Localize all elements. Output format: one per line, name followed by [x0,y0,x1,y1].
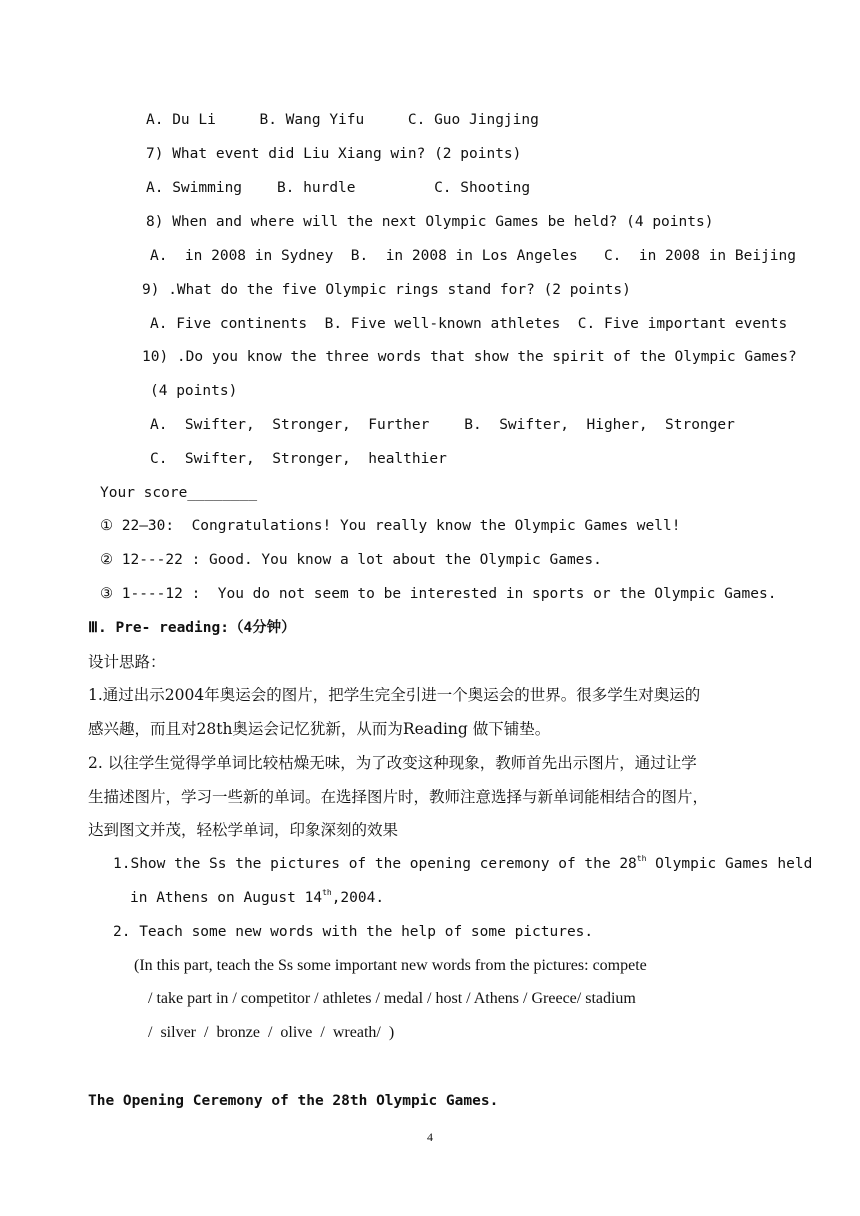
step-1-text-c: in Athens on August 14 [130,890,323,906]
design-idea-1-line-1: 1.通过出示2004年奥运会的图片，把学生完全引进一个奥运会的世界。很多学生对奥运的 [88,686,701,704]
quiz-q10-option-c: C. Swifter, Stronger, healthier [150,451,447,467]
note-line-3: / silver / bronze / olive / wreath/ ) [148,1024,395,1041]
design-idea-2-line-2: 生描述图片，学习一些新的单词。在选择图片时，教师注意选择与新单词能相结合的图片， [88,788,709,806]
page-number: 4 [427,1130,433,1144]
design-idea-2-line-1: 2. 以往学生觉得学单词比较枯燥无味，为了改变这种现象，教师首先出示图片，通过让学 [88,754,697,772]
score-range-1: ① 22—30: Congratulations! You really know the Olympic Games well! [100,518,681,534]
note-line-1: (In this part, teach the Ss some important new words from the pictures: compete [134,957,647,974]
quiz-q10-options-ab: A. Swifter, Stronger, Further B. Swifter, Higher, Stronger [150,417,735,433]
quiz-q10-question: 10) .Do you know the three words that show the spirit of the Olympic Games? [142,349,797,365]
superscript-th: th [322,888,332,897]
section-heading: Ⅲ. Pre- reading:（4分钟） [88,620,296,636]
score-label: Your score________ [100,485,258,501]
step-1-text-d: ,2004. [331,890,385,906]
quiz-q7-options: A. Swimming B. hurdle C. Shooting [146,180,531,196]
step-1-line-2 [130,888,384,908]
quiz-q9-question: 9) .What do the five Olympic rings stand for? (2 points) [142,282,631,298]
quiz-q7-question: 7) What event did Liu Xiang win? (2 points) [146,146,522,162]
quiz-q6-options: A. Du Li B. Wang Yifu C. Guo Jingjing [146,112,539,128]
score-range-3: ③ 1----12 : You do not seem to be interested in sports or the Olympic Games. [100,586,777,602]
step-2: 2. Teach some new words with the help of some pictures. [113,924,594,940]
note-line-2: / take part in / competitor / athletes / medal / host / Athens / Greece/ stadium [148,990,636,1007]
score-range-2: ② 12---22 : Good. You know a lot about the Olympic Games. [100,552,602,568]
design-idea-2-line-3: 达到图文并茂，轻松学单词，印象深刻的效果 [88,821,399,839]
step-1-text-a: 1.Show the Ss the pictures of the opening ceremony of the 28 [113,856,637,872]
step-1-line-1 [113,854,812,874]
subtitle: The Opening Ceremony of the 28th Olympic Games. [88,1093,499,1109]
design-idea-1-line-2: 感兴趣，而且对28th奥运会记忆犹新，从而为Reading 做下铺垫。 [88,720,551,738]
step-1-text-b: Olympic Games held [646,856,813,872]
quiz-q8-question: 8) When and where will the next Olympic Games be held? (4 points) [146,214,714,230]
quiz-q10-points: (4 points) [150,383,238,399]
superscript-th: th [636,854,647,863]
quiz-q9-options: A. Five continents B. Five well-known athletes C. Five important events [150,316,788,332]
quiz-q8-options: A. in 2008 in Sydney B. in 2008 in Los Angeles C. in 2008 in Beijing [150,248,797,264]
design-label: 设计思路： [88,653,166,671]
